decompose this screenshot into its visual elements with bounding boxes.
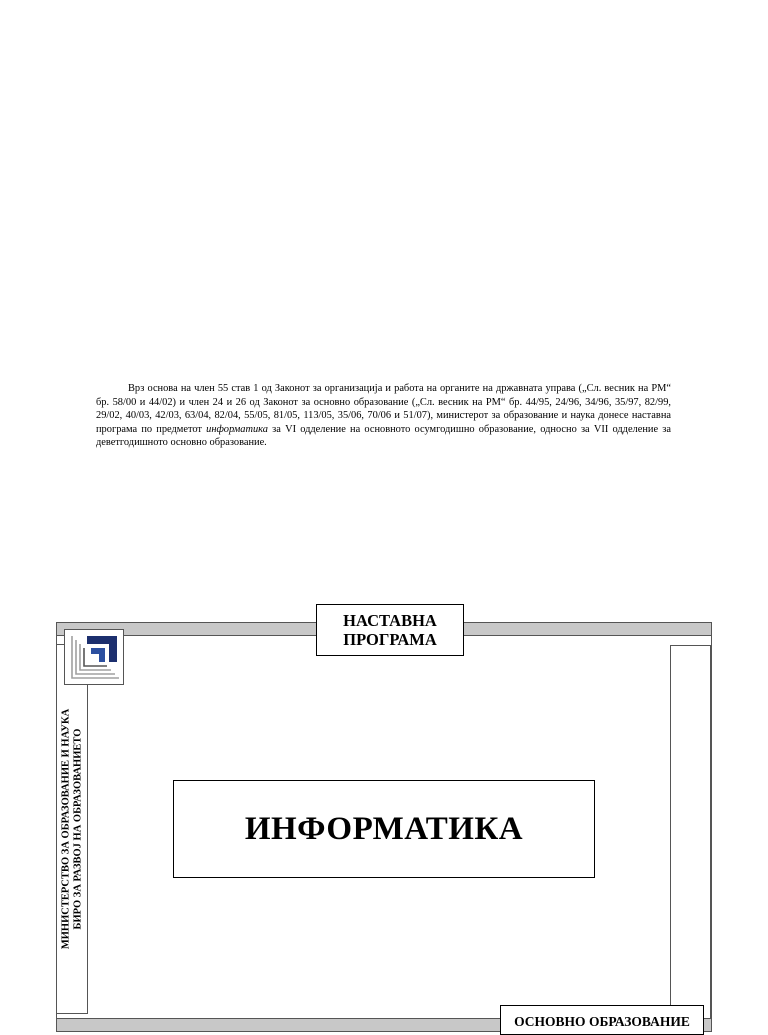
document-type-box [316,604,464,656]
cover-right-column [670,645,711,1024]
title-line-2: ПРОГРАМА [343,630,437,649]
bureau-logo-icon [69,632,121,682]
ministry-name: МИНИСТЕРСТВО ЗА ОБРАЗОВАНИЕ И НАУКА [60,708,72,950]
bureau-name: БИРО ЗА РАЗВОЈ НА ОБРАЗОВАНИЕТО [72,728,83,930]
education-level-box [500,1005,704,1035]
cover-frame-right [711,636,712,1024]
title-line-1: НАСТАВНА [343,611,437,630]
preamble-text: Врз основа на член 55 став 1 од Законот за организација и работа на органите на државната управа („Сл. весник на РМ“ бр. 58/00 и 44/02) и член 24 и 26 од Законот за основно образование („Сл. весник на РМ“ бр. 44/95, 24/96, 34/96, 35/97, 82/99, 29/02, 40/03, 42/03, 63/04, 82/04, 55/05, 81/05, 113/05, 35/06, 70/06 и 51/07), министерот за образование и наука донесе наставна програма по предметот [96,383,671,435]
preamble-text-end: за VI одделение на основното осумгодишно образование, односно за VII одделение за деветгодишното основно образование. [96,423,671,449]
education-level: ОСНОВНО ОБРАЗОВАНИЕ [514,1014,690,1029]
subject-title-box [173,780,595,878]
subject-title: ИНФОРМАТИКА [244,810,524,847]
ministry-vertical-label [61,709,84,949]
legal-preamble [96,382,671,450]
bureau-logo [64,629,124,685]
preamble-subject: информатика [206,423,268,435]
